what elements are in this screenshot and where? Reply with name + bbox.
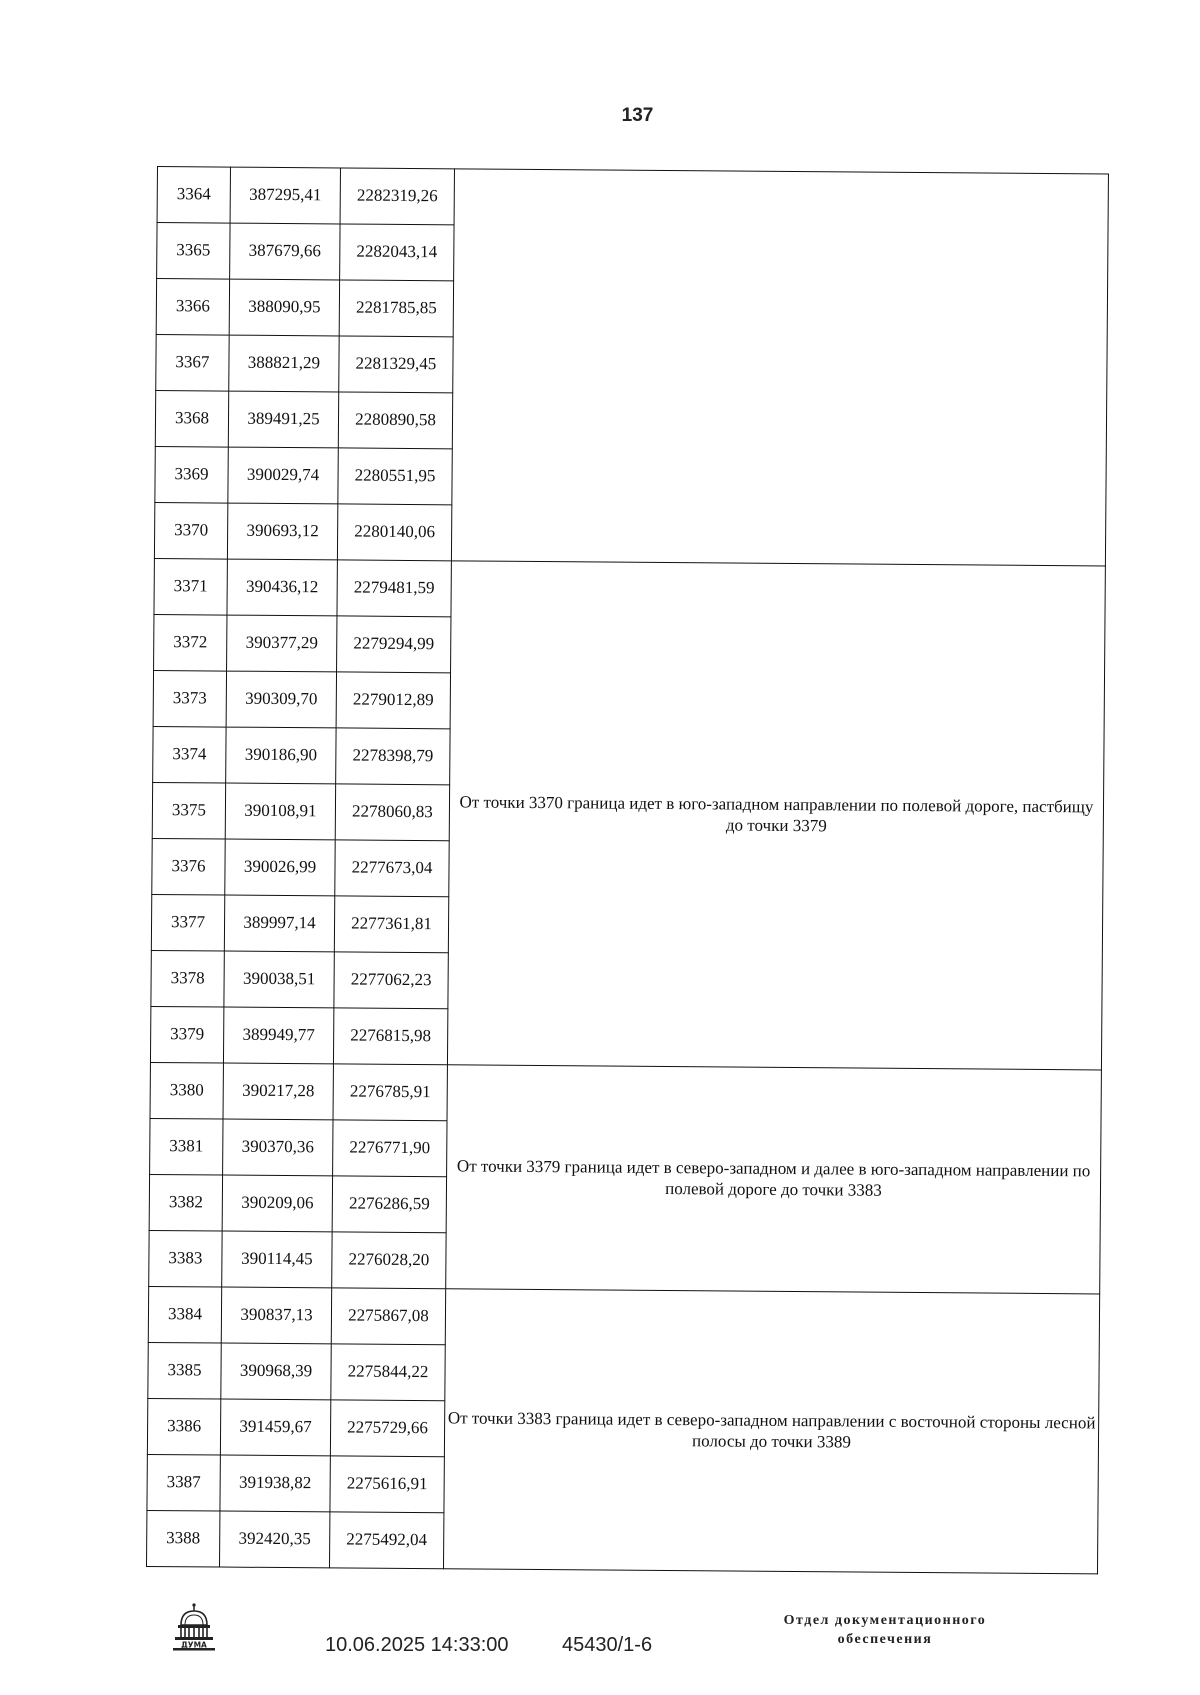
point-number-cell: 3379 — [150, 1006, 223, 1063]
y-coordinate-cell: 2282043,14 — [340, 224, 454, 281]
y-coordinate-cell: 2279294,99 — [337, 616, 451, 673]
x-coordinate-cell: 390029,74 — [228, 447, 338, 504]
x-coordinate-cell: 391938,82 — [220, 1455, 330, 1512]
x-coordinate-cell: 392420,35 — [219, 1511, 329, 1568]
y-coordinate-cell: 2276286,59 — [332, 1176, 446, 1233]
y-coordinate-cell: 2278398,79 — [336, 728, 450, 785]
point-number-cell: 3381 — [150, 1118, 223, 1175]
x-coordinate-cell: 389491,25 — [228, 391, 338, 448]
x-coordinate-cell: 390377,29 — [227, 615, 337, 672]
page-number: 137 — [621, 105, 654, 126]
x-coordinate-cell: 389949,77 — [223, 1007, 333, 1064]
x-coordinate-cell: 387679,66 — [230, 223, 340, 280]
y-coordinate-cell: 2280551,95 — [338, 448, 452, 505]
point-number-cell: 3367 — [156, 334, 229, 391]
x-coordinate-cell: 390026,99 — [225, 839, 335, 896]
footer-document-code: 45430/1-6 — [562, 1634, 653, 1656]
x-coordinate-cell: 390217,28 — [223, 1063, 333, 1120]
x-coordinate-cell: 390370,36 — [223, 1119, 333, 1176]
coordinates-table — [146, 166, 1109, 1574]
footer-department-stamp — [730, 1611, 1040, 1649]
boundary-description-cell: От точки 3370 граница идет в юго-западном направлении по полевой дороге, пастбищу до точки 3379 — [447, 561, 1105, 1070]
x-coordinate-cell: 388090,95 — [229, 279, 339, 336]
point-number-cell: 3386 — [147, 1398, 220, 1455]
point-number-cell: 3377 — [151, 894, 224, 951]
svg-text:ДУМА: ДУМА — [181, 1640, 207, 1650]
boundary-description-cell — [451, 169, 1108, 566]
point-number-cell: 3365 — [157, 223, 230, 280]
x-coordinate-cell: 390968,39 — [221, 1343, 331, 1400]
table-row — [157, 167, 1108, 230]
point-number-cell: 3366 — [156, 279, 229, 336]
point-number-cell: 3388 — [147, 1510, 220, 1567]
table-row — [148, 1286, 1099, 1349]
footer-department-line1: Отдел документационного — [783, 1613, 987, 1628]
y-coordinate-cell: 2277062,23 — [334, 952, 448, 1009]
x-coordinate-cell: 390114,45 — [222, 1231, 332, 1288]
point-number-cell: 3382 — [149, 1174, 222, 1231]
point-number-cell: 3383 — [149, 1230, 222, 1287]
y-coordinate-cell: 2281329,45 — [339, 336, 453, 393]
point-number-cell: 3387 — [147, 1454, 220, 1511]
x-coordinate-cell: 389997,14 — [224, 895, 334, 952]
duma-logo-icon — [170, 1602, 218, 1652]
y-coordinate-cell: 2280890,58 — [338, 392, 452, 449]
point-number-cell: 3375 — [152, 782, 225, 839]
y-coordinate-cell: 2277361,81 — [334, 896, 448, 953]
point-number-cell: 3371 — [154, 558, 227, 615]
x-coordinate-cell: 391459,67 — [220, 1399, 330, 1456]
y-coordinate-cell: 2275492,04 — [329, 1512, 443, 1569]
x-coordinate-cell: 390038,51 — [224, 951, 334, 1008]
y-coordinate-cell: 2276815,98 — [333, 1008, 447, 1065]
boundary-description-cell: От точки 3383 граница идет в северо-западном направлении с восточной стороны лесной полосы до точки 3389 — [443, 1289, 1099, 1574]
y-coordinate-cell: 2275867,08 — [331, 1288, 445, 1345]
x-coordinate-cell: 390108,91 — [225, 783, 335, 840]
point-number-cell: 3385 — [148, 1342, 221, 1399]
table-row — [154, 558, 1105, 621]
table-row — [150, 1062, 1101, 1125]
y-coordinate-cell: 2275844,22 — [331, 1344, 445, 1401]
x-coordinate-cell: 390436,12 — [227, 559, 337, 616]
coordinates-table-body — [147, 167, 1109, 1574]
point-number-cell: 3374 — [153, 726, 226, 783]
y-coordinate-cell: 2279012,89 — [336, 672, 450, 729]
boundary-description-cell: От точки 3379 граница идет в северо-западном и далее в юго-западном направлении по полевой дороге до точки 3383 — [446, 1065, 1102, 1294]
y-coordinate-cell: 2276771,90 — [333, 1120, 447, 1177]
point-number-cell: 3368 — [155, 390, 228, 447]
footer-date: 10.06.2025 14:33:00 — [325, 1634, 509, 1656]
point-number-cell: 3384 — [148, 1286, 221, 1343]
y-coordinate-cell: 2281785,85 — [339, 280, 453, 337]
point-number-cell: 3378 — [151, 950, 224, 1007]
y-coordinate-cell: 2276785,91 — [333, 1064, 447, 1121]
x-coordinate-cell: 388821,29 — [229, 335, 339, 392]
x-coordinate-cell: 390837,13 — [221, 1287, 331, 1344]
x-coordinate-cell: 390186,90 — [226, 727, 336, 784]
y-coordinate-cell: 2282319,26 — [340, 168, 454, 225]
y-coordinate-cell: 2275729,66 — [330, 1400, 444, 1457]
point-number-cell: 3370 — [154, 502, 227, 559]
y-coordinate-cell: 2280140,06 — [337, 504, 451, 561]
point-number-cell: 3380 — [150, 1062, 223, 1119]
footer-department-line2: обеспечения — [837, 1632, 933, 1647]
x-coordinate-cell: 390209,06 — [222, 1175, 332, 1232]
point-number-cell: 3369 — [155, 446, 228, 503]
y-coordinate-cell: 2276028,20 — [332, 1232, 446, 1289]
x-coordinate-cell: 390309,70 — [226, 671, 336, 728]
point-number-cell: 3372 — [154, 614, 227, 671]
point-number-cell: 3376 — [152, 838, 225, 895]
point-number-cell: 3364 — [157, 167, 230, 224]
y-coordinate-cell: 2278060,83 — [335, 784, 449, 841]
x-coordinate-cell: 390693,12 — [227, 503, 337, 560]
y-coordinate-cell: 2277673,04 — [335, 840, 449, 897]
y-coordinate-cell: 2279481,59 — [337, 560, 451, 617]
y-coordinate-cell: 2275616,91 — [330, 1456, 444, 1513]
point-number-cell: 3373 — [153, 670, 226, 727]
x-coordinate-cell: 387295,41 — [230, 167, 340, 224]
